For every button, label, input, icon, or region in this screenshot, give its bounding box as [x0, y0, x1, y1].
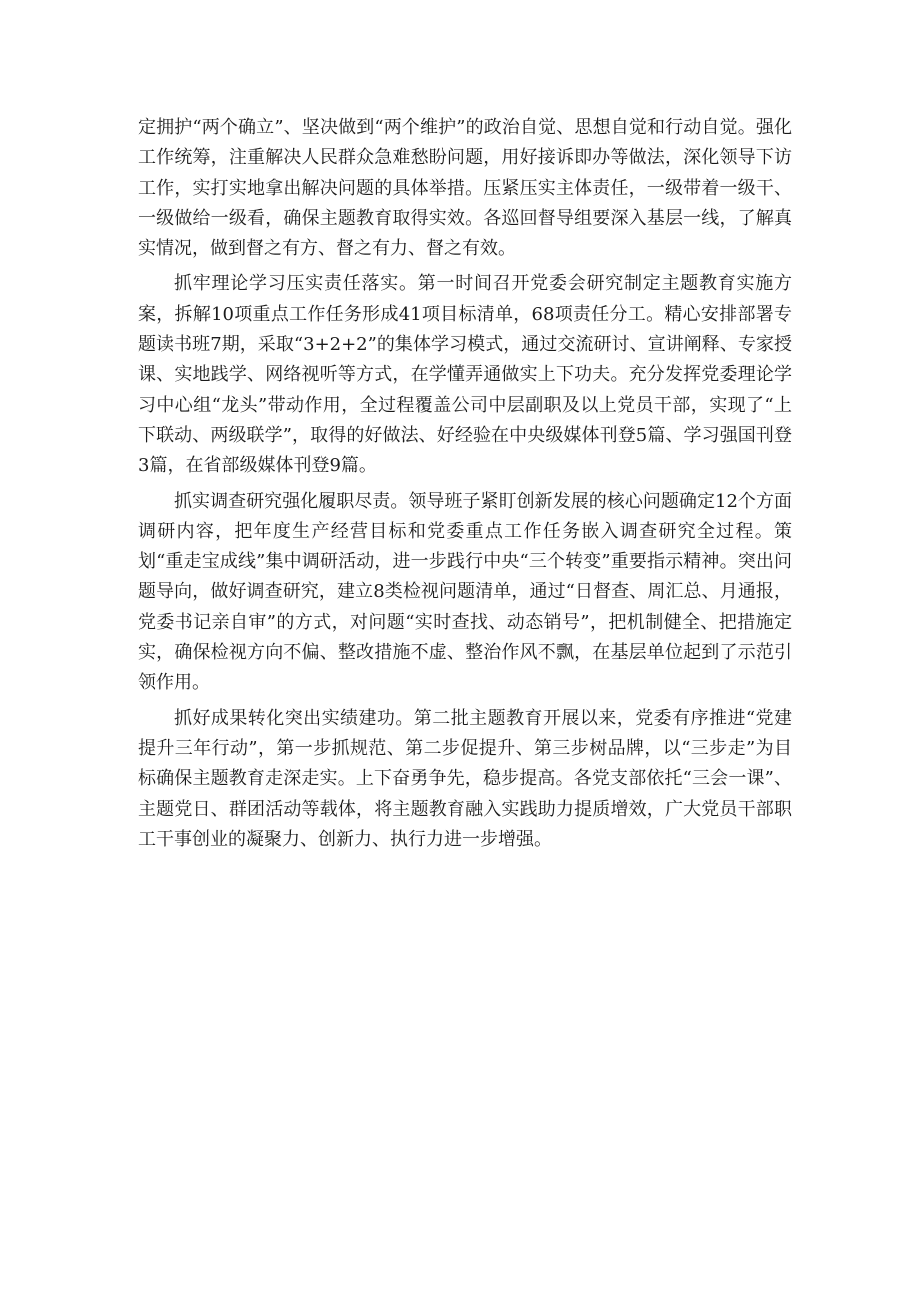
paragraph-investigation-research: 抓实调查研究强化履职尽责。领导班子紧盯创新发展的核心问题确定12个方面调研内容，把年度生产经营目标和党委重点工作任务嵌入调查研究全过程。策划“重走宝成线”集中调研活动，进一步践行中央“三个转变”重要指示精神。突出问题导向，做好调查研究，建立8类检视问题清单，通过“日督查、周汇总、月通报，党委书记亲自审”的方式，对问题“实时查找、动态销号”，把机制健全、把措施定实，确保检视方向不偏、整改措施不虚、整治作风不飘，在基层单位起到了示范引领作用。	[138, 490, 792, 694]
document-body	[138, 113, 792, 860]
paragraph-continued: 定拥护“两个确立”、坚决做到“两个维护”的政治自觉、思想自觉和行动自觉。强化工作统筹，注重解决人民群众急难愁盼问题，用好接诉即办等做法，深化领导下访工作，实打实地拿出解决问题的具体举措。压紧压实主体责任，一级带着一级干、一级做给一级看，确保主题教育取得实效。各巡回督导组要深入基层一线，了解真实情况，做到督之有方、督之有力、督之有效。	[138, 117, 792, 260]
paragraph-theory-study: 抓牢理论学习压实责任落实。第一时间召开党委会研究制定主题教育实施方案，拆解10项重点工作任务形成41项目标清单，68项责任分工。精心安排部署专题读书班7期，采取“3+2+2”的集体学习模式，通过交流研讨、宣讲阐释、专家授课、实地践学、网络视听等方式，在学懂弄通做实上下功夫。充分发挥党委理论学习中心组“龙头”带动作用，全过程覆盖公司中层副职及以上党员干部，实现了“上下联动、两级联学”，取得的好做法、好经验在中央级媒体刊登5篇、学习强国刊登3篇，在省部级媒体刊登9篇。	[138, 273, 792, 477]
paragraph-results-transformation: 抓好成果转化突出实绩建功。第二批主题教育开展以来，党委有序推进“党建提升三年行动”，第一步抓规范、第二步促提升、第三步树品牌，以“三步走”为目标确保主题教育走深走实。上下奋勇争先，稳步提高。各党支部依托“三会一课”、主题党日、群团活动等载体，将主题教育融入实践助力提质增效，广大党员干部职工干事创业的凝聚力、创新力、执行力进一步增强。	[138, 707, 792, 850]
